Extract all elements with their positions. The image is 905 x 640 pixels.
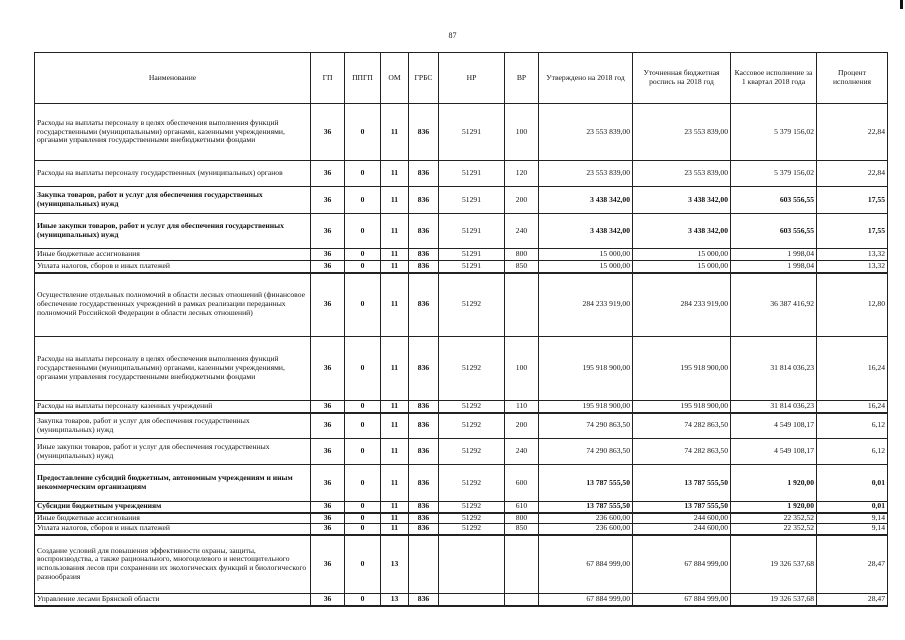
cell-name: Осуществление отдельных полномочий в области лесных отношений (финансовое обеспечение государственных учреждений в рамках реализации переданных полномочий Российской Федерации в области лесных отношений): [35, 273, 311, 337]
cell-vr: 800: [505, 249, 539, 261]
cell-vr: 850: [505, 261, 539, 273]
cell-nr: 51292: [439, 413, 505, 439]
cell-name: Иные бюджетные ассигнования: [35, 249, 311, 261]
cell-revised: 3 438 342,00: [633, 187, 731, 214]
cell-cash: 5 379 156,02: [731, 104, 817, 161]
cell-ppgp: 0: [345, 439, 381, 465]
cell-om: 11: [381, 104, 409, 161]
cell-percent: 6,12: [817, 413, 888, 439]
table-row: [35, 401, 888, 413]
cell-vr: 240: [505, 214, 539, 249]
cell-revised: 74 282 863,50: [633, 413, 731, 439]
table-body: [35, 104, 888, 606]
cell-ppgp: 0: [345, 594, 381, 606]
cell-gp: 36: [311, 413, 345, 439]
cell-revised: 195 918 900,00: [633, 401, 731, 413]
cell-approved: 3 438 342,00: [539, 187, 633, 214]
cell-vr: 240: [505, 439, 539, 465]
cell-percent: 16,24: [817, 337, 888, 401]
cell-gp: 36: [311, 273, 345, 337]
cell-cash: 4 549 108,17: [731, 413, 817, 439]
cell-name: Иные закупки товаров, работ и услуг для обеспечения государственных (муниципальных) нужд: [35, 214, 311, 249]
cell-cash: 22 352,52: [731, 524, 817, 535]
cell-name: Закупка товаров, работ и услуг для обеспечения государственных (муниципальных) нужд: [35, 413, 311, 439]
cell-name: Расходы на выплаты персоналу в целях обеспечения выполнения функций государственными (муниципальными) органами, казенными учреждениями, органами управления государственными внебюджетными фондами: [35, 104, 311, 161]
cell-grbs: 836: [409, 439, 439, 465]
cell-gp: 36: [311, 439, 345, 465]
cell-grbs: 836: [409, 214, 439, 249]
cell-revised: 284 233 919,00: [633, 273, 731, 337]
cell-percent: 17,55: [817, 187, 888, 214]
header-revised: Уточненная бюджетная роспись на 2018 год: [633, 53, 731, 104]
cell-ppgp: 0: [345, 187, 381, 214]
cell-gp: 36: [311, 187, 345, 214]
cell-revised: 3 438 342,00: [633, 214, 731, 249]
cell-ppgp: 0: [345, 513, 381, 524]
cell-om: 11: [381, 439, 409, 465]
cell-name: Предоставление субсидий бюджетным, автономным учреждениям и иным некоммерческим организациям: [35, 465, 311, 502]
header-name: Наименование: [35, 53, 311, 104]
cell-approved: 236 600,00: [539, 524, 633, 535]
cell-ppgp: 0: [345, 337, 381, 401]
table-row: [35, 594, 888, 606]
cell-grbs: 836: [409, 413, 439, 439]
cell-vr: 800: [505, 513, 539, 524]
cell-grbs: 836: [409, 161, 439, 187]
cell-approved: 15 000,00: [539, 261, 633, 273]
cell-approved: 74 290 863,50: [539, 413, 633, 439]
cell-revised: 23 553 839,00: [633, 161, 731, 187]
cell-om: 13: [381, 594, 409, 606]
cell-cash: 4 549 108,17: [731, 439, 817, 465]
cell-om: 11: [381, 214, 409, 249]
cell-gp: 36: [311, 249, 345, 261]
cell-percent: 12,80: [817, 273, 888, 337]
table-row: [35, 214, 888, 249]
cell-ppgp: 0: [345, 465, 381, 502]
cell-nr: 51292: [439, 337, 505, 401]
cell-revised: 67 884 999,00: [633, 594, 731, 606]
cell-grbs: 836: [409, 401, 439, 413]
header-percent: Процент исполнения: [817, 53, 888, 104]
cell-percent: 9,14: [817, 513, 888, 524]
cell-ppgp: 0: [345, 273, 381, 337]
cell-ppgp: 0: [345, 104, 381, 161]
edge-mark: [900, 0, 903, 9]
cell-percent: 28,47: [817, 594, 888, 606]
cell-approved: 23 553 839,00: [539, 104, 633, 161]
table-row: [35, 337, 888, 401]
cell-nr: 51291: [439, 104, 505, 161]
cell-cash: 1 920,00: [731, 502, 817, 513]
cell-percent: 28,47: [817, 535, 888, 594]
cell-grbs: 836: [409, 249, 439, 261]
cell-cash: 19 326 537,68: [731, 535, 817, 594]
cell-nr: 51292: [439, 465, 505, 502]
cell-vr: 110: [505, 401, 539, 413]
cell-name: Уплата налогов, сборов и иных платежей: [35, 261, 311, 273]
cell-ppgp: 0: [345, 535, 381, 594]
table-row: [35, 161, 888, 187]
cell-cash: 603 556,55: [731, 214, 817, 249]
cell-om: 11: [381, 187, 409, 214]
cell-vr: 200: [505, 187, 539, 214]
cell-ppgp: 0: [345, 502, 381, 513]
cell-om: 11: [381, 465, 409, 502]
table-row: [35, 413, 888, 439]
cell-ppgp: 0: [345, 249, 381, 261]
table-row: [35, 465, 888, 502]
cell-gp: 36: [311, 337, 345, 401]
table-row: [35, 439, 888, 465]
cell-revised: 244 600,00: [633, 513, 731, 524]
cell-vr: 850: [505, 524, 539, 535]
cell-nr: 51292: [439, 524, 505, 535]
cell-nr: 51291: [439, 161, 505, 187]
table-row: [35, 261, 888, 273]
cell-cash: 1 998,04: [731, 261, 817, 273]
cell-om: 11: [381, 261, 409, 273]
cell-vr: 120: [505, 161, 539, 187]
cell-ppgp: 0: [345, 161, 381, 187]
cell-ppgp: 0: [345, 413, 381, 439]
cell-gp: 36: [311, 513, 345, 524]
cell-vr: 610: [505, 502, 539, 513]
table-row: [35, 513, 888, 524]
cell-approved: 15 000,00: [539, 249, 633, 261]
cell-om: 11: [381, 413, 409, 439]
cell-approved: 13 787 555,50: [539, 502, 633, 513]
cell-gp: 36: [311, 524, 345, 535]
cell-om: 11: [381, 502, 409, 513]
cell-cash: 31 814 036,23: [731, 337, 817, 401]
cell-name: Расходы на выплаты персоналу казенных учреждений: [35, 401, 311, 413]
header-gp: ГП: [311, 53, 345, 104]
cell-revised: 13 787 555,50: [633, 502, 731, 513]
cell-name: Уплата налогов, сборов и иных платежей: [35, 524, 311, 535]
header-om: ОМ: [381, 53, 409, 104]
cell-name: Создание условий для повышения эффективности охраны, защиты, воспроизводства, а также рационального, многоцелевого и неистощительного использования лесов при сохранении их экологических функций и биологического разнообразия: [35, 535, 311, 594]
cell-nr: 51291: [439, 249, 505, 261]
cell-grbs: 836: [409, 337, 439, 401]
cell-revised: 15 000,00: [633, 261, 731, 273]
cell-vr: 100: [505, 104, 539, 161]
table-row: [35, 535, 888, 594]
cell-revised: 67 884 999,00: [633, 535, 731, 594]
cell-percent: 13,32: [817, 261, 888, 273]
cell-percent: 16,24: [817, 401, 888, 413]
cell-approved: 236 600,00: [539, 513, 633, 524]
cell-gp: 36: [311, 214, 345, 249]
cell-cash: 1 920,00: [731, 465, 817, 502]
header-nr: НР: [439, 53, 505, 104]
cell-vr: [505, 535, 539, 594]
table-row: [35, 524, 888, 535]
cell-om: 11: [381, 337, 409, 401]
cell-gp: 36: [311, 535, 345, 594]
cell-approved: 67 884 999,00: [539, 594, 633, 606]
cell-nr: 51291: [439, 214, 505, 249]
cell-nr: [439, 594, 505, 606]
cell-vr: [505, 594, 539, 606]
cell-approved: 284 233 919,00: [539, 273, 633, 337]
cell-om: 13: [381, 535, 409, 594]
cell-gp: 36: [311, 465, 345, 502]
cell-cash: 603 556,55: [731, 187, 817, 214]
cell-approved: 3 438 342,00: [539, 214, 633, 249]
cell-revised: 15 000,00: [633, 249, 731, 261]
cell-cash: 1 998,04: [731, 249, 817, 261]
table-row: [35, 104, 888, 161]
cell-percent: 0,01: [817, 502, 888, 513]
cell-name: Закупка товаров, работ и услуг для обеспечения государственных (муниципальных) нужд: [35, 187, 311, 214]
cell-approved: 67 884 999,00: [539, 535, 633, 594]
cell-nr: 51292: [439, 439, 505, 465]
cell-nr: 51292: [439, 502, 505, 513]
cell-om: 11: [381, 524, 409, 535]
table-row: [35, 273, 888, 337]
cell-grbs: 836: [409, 524, 439, 535]
cell-nr: 51292: [439, 273, 505, 337]
cell-gp: 36: [311, 401, 345, 413]
cell-om: 11: [381, 273, 409, 337]
cell-vr: 100: [505, 337, 539, 401]
cell-percent: 22,84: [817, 104, 888, 161]
cell-name: Расходы на выплаты персоналу государственных (муниципальных) органов: [35, 161, 311, 187]
cell-revised: 244 600,00: [633, 524, 731, 535]
table-row: [35, 249, 888, 261]
cell-ppgp: 0: [345, 524, 381, 535]
cell-gp: 36: [311, 502, 345, 513]
cell-gp: 36: [311, 594, 345, 606]
cell-gp: 36: [311, 261, 345, 273]
cell-om: 11: [381, 249, 409, 261]
cell-approved: 195 918 900,00: [539, 337, 633, 401]
cell-grbs: 836: [409, 513, 439, 524]
cell-ppgp: 0: [345, 214, 381, 249]
cell-approved: 13 787 555,50: [539, 465, 633, 502]
cell-percent: 17,55: [817, 214, 888, 249]
cell-name: Управление лесами Брянской области: [35, 594, 311, 606]
cell-percent: 9,14: [817, 524, 888, 535]
header-grbs: ГРБС: [409, 53, 439, 104]
cell-gp: 36: [311, 104, 345, 161]
cell-percent: 6,12: [817, 439, 888, 465]
cell-grbs: 836: [409, 104, 439, 161]
cell-approved: 195 918 900,00: [539, 401, 633, 413]
cell-grbs: 836: [409, 187, 439, 214]
cell-nr: 51291: [439, 187, 505, 214]
cell-approved: 23 553 839,00: [539, 161, 633, 187]
cell-ppgp: 0: [345, 401, 381, 413]
cell-name: Иные закупки товаров, работ и услуг для обеспечения государственных (муниципальных) нужд: [35, 439, 311, 465]
cell-cash: 31 814 036,23: [731, 401, 817, 413]
cell-ppgp: 0: [345, 261, 381, 273]
budget-table: [34, 52, 888, 607]
cell-cash: 36 387 416,92: [731, 273, 817, 337]
cell-percent: 0,01: [817, 465, 888, 502]
cell-om: 11: [381, 161, 409, 187]
cell-grbs: 836: [409, 594, 439, 606]
page-number: 87: [448, 31, 457, 40]
cell-approved: 74 290 863,50: [539, 439, 633, 465]
cell-cash: 5 379 156,02: [731, 161, 817, 187]
cell-revised: 195 918 900,00: [633, 337, 731, 401]
cell-vr: 200: [505, 413, 539, 439]
cell-name: Иные бюджетные ассигнования: [35, 513, 311, 524]
cell-grbs: 836: [409, 273, 439, 337]
header-ppgp: ППГП: [345, 53, 381, 104]
cell-percent: 13,32: [817, 249, 888, 261]
cell-name: Субсидии бюджетным учреждениям: [35, 502, 311, 513]
cell-revised: 23 553 839,00: [633, 104, 731, 161]
cell-grbs: 836: [409, 502, 439, 513]
cell-vr: [505, 273, 539, 337]
table-row: [35, 502, 888, 513]
cell-grbs: 836: [409, 465, 439, 502]
cell-grbs: [409, 535, 439, 594]
cell-vr: 600: [505, 465, 539, 502]
cell-percent: 22,84: [817, 161, 888, 187]
cell-grbs: 836: [409, 261, 439, 273]
cell-revised: 74 282 863,50: [633, 439, 731, 465]
cell-nr: [439, 535, 505, 594]
cell-nr: 51292: [439, 401, 505, 413]
table-row: [35, 187, 888, 214]
cell-nr: 51292: [439, 513, 505, 524]
header-approved: Утверждено на 2018 год: [539, 53, 633, 104]
cell-gp: 36: [311, 161, 345, 187]
cell-name: Расходы на выплаты персоналу в целях обеспечения выполнения функций государственными (муниципальными) органами, казенными учреждениями, органами управления государственными внебюджетными фондами: [35, 337, 311, 401]
header-vr: ВР: [505, 53, 539, 104]
header-row: [35, 53, 888, 104]
cell-nr: 51291: [439, 261, 505, 273]
header-cash: Кассовое исполнение за 1 квартал 2018 года: [731, 53, 817, 104]
cell-om: 11: [381, 513, 409, 524]
cell-om: 11: [381, 401, 409, 413]
cell-cash: 22 352,52: [731, 513, 817, 524]
cell-revised: 13 787 555,50: [633, 465, 731, 502]
cell-cash: 19 326 537,68: [731, 594, 817, 606]
